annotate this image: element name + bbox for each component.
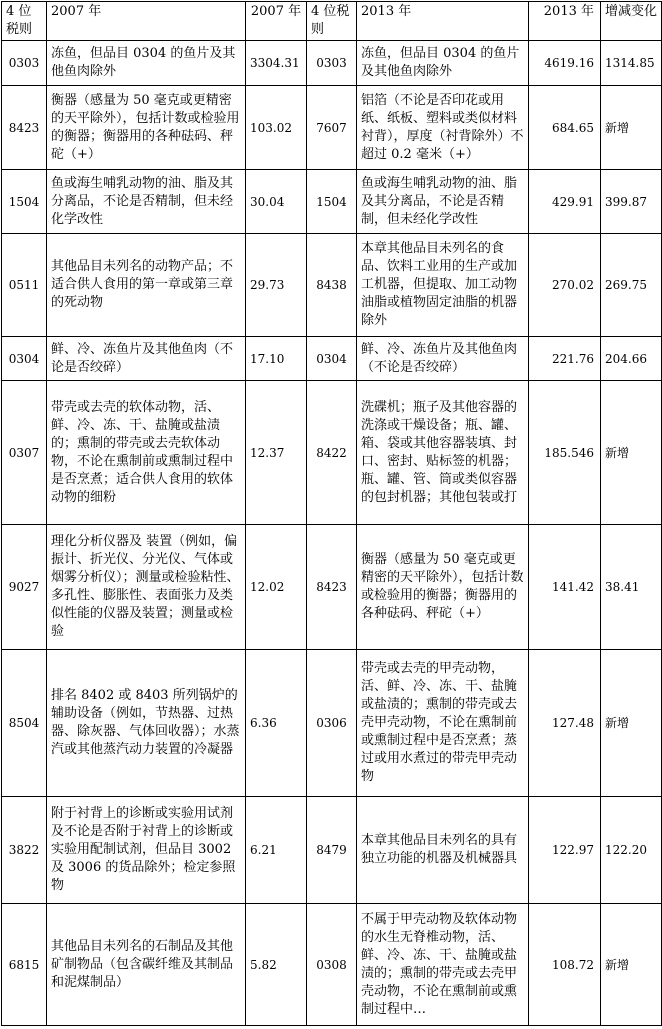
code-2007-cell: 0304 (2, 337, 47, 381)
change-cell: 399.87 (601, 170, 662, 234)
header-code-2013: 4 位税则 (307, 2, 357, 41)
change-cell: 38.41 (601, 525, 662, 650)
code-2013-cell: 0303 (307, 41, 357, 86)
desc-2007-cell: 鱼或海生哺乳动物的油、脂及其分离品，不论是否精制，但未经化学改性 (47, 170, 246, 234)
header-row (2, 2, 662, 41)
change-cell: 新增 (601, 381, 662, 525)
value-2013-cell: 185.546 (529, 381, 601, 525)
code-2007-cell: 6815 (2, 904, 47, 1026)
value-2007-cell: 3304.31 (246, 41, 307, 86)
desc-2013-cell: 鲜、冷、冻鱼片及其他鱼肉（不论是否绞碎） (357, 337, 529, 381)
value-2013-cell: 122.97 (529, 797, 601, 904)
code-2007-cell: 0303 (2, 41, 47, 86)
trade-comparison-table (1, 1, 662, 1026)
header-desc-2013: 2013 年 (357, 2, 529, 41)
value-2013-cell: 221.76 (529, 337, 601, 381)
change-cell: 1314.85 (601, 41, 662, 86)
desc-2007-cell: 鲜、冷、冻鱼片及其他鱼肉（不论是否绞碎） (47, 337, 246, 381)
header-desc-2007: 2007 年 (47, 2, 246, 41)
code-2013-cell: 8479 (307, 797, 357, 904)
code-2007-cell: 9027 (2, 525, 47, 650)
value-2013-cell: 4619.16 (529, 41, 601, 86)
desc-2007-cell: 附于衬背上的诊断或实验用试剂及不论是否附于衬背上的诊断或实验用配制试剂，但品目 3002 及 3006 的货品除外；检定参照物 (47, 797, 246, 904)
desc-2013-cell: 鱼或海生哺乳动物的油、脂及其分离品，不论是否精制，但未经化学改性 (357, 170, 529, 234)
desc-2007-cell: 排名 8402 或 8403 所列锅炉的辅助设备（例如，节热器、过热器、除灰器、气体回收器）；水蒸汽或其他蒸汽动力装置的冷凝器 (47, 650, 246, 797)
change-cell: 新增 (601, 86, 662, 170)
table-row (2, 381, 662, 525)
desc-2013-cell: 本章其他品目未列名的食品、饮料工业用的生产或加工机器，但提取、加工动物油脂或植物固定油脂的机器除外 (357, 234, 529, 337)
change-cell: 204.66 (601, 337, 662, 381)
table-row (2, 170, 662, 234)
code-2007-cell: 8423 (2, 86, 47, 170)
code-2013-cell: 8422 (307, 381, 357, 525)
value-2007-cell: 12.37 (246, 381, 307, 525)
code-2013-cell: 0304 (307, 337, 357, 381)
header-value-2007: 2007 年 (246, 2, 307, 41)
desc-2007-cell: 其他品目未列名的动物产品；不适合供人食用的第一章或第三章的死动物 (47, 234, 246, 337)
desc-2013-cell: 洗碟机；瓶子及其他容器的洗涤或干燥设备；瓶、罐、箱、袋或其他容器装填、封口、密封、贴标签的机器；瓶、罐、管、筒或类似容器的包封机器；其他包装或打 (357, 381, 529, 525)
value-2007-cell: 12.02 (246, 525, 307, 650)
value-2007-cell: 5.82 (246, 904, 307, 1026)
desc-2007-cell: 带壳或去壳的软体动物，活、鲜、冷、冻、干、盐腌或盐渍的；熏制的带壳或去壳软体动物，不论在熏制前或熏制过程中是否烹煮；适合供人食用的软体动物的细粉 (47, 381, 246, 525)
table-row (2, 797, 662, 904)
header-value-2013: 2013 年 (529, 2, 601, 41)
value-2007-cell: 103.02 (246, 86, 307, 170)
header-code-2007: 4 位税则 (2, 2, 47, 41)
code-2007-cell: 1504 (2, 170, 47, 234)
code-2007-cell: 0511 (2, 234, 47, 337)
desc-2013-cell: 铝箔（不论是否印花或用纸、纸板、塑料或类似材料衬背），厚度（衬背除外）不超过 0.2 毫米（+） (357, 86, 529, 170)
value-2013-cell: 141.42 (529, 525, 601, 650)
value-2013-cell: 108.72 (529, 904, 601, 1026)
code-2007-cell: 3822 (2, 797, 47, 904)
desc-2013-cell: 衡器（感量为 50 毫克或更精密的天平除外），包括计数或检验用的衡器；衡器用的各种砝码、秤砣（+） (357, 525, 529, 650)
desc-2007-cell: 其他品目未列名的石制品及其他矿制物品（包含碳纤维及其制品和泥煤制品） (47, 904, 246, 1026)
value-2007-cell: 30.04 (246, 170, 307, 234)
desc-2013-cell: 带壳或去壳的甲壳动物，活、鲜、冷、冻、干、盐腌或盐渍的；熏制的带壳或去壳甲壳动物，不论在熏制前或熏制过程中是否烹煮；蒸过或用水煮过的带壳甲壳动物 (357, 650, 529, 797)
desc-2013-cell: 不属于甲壳动物及软体动物的水生无脊椎动物，活、鲜、冷、冻、干、盐腌或盐渍的；熏制的带壳或去壳甲壳动物，不论在熏制前或熏制过程中… (357, 904, 529, 1026)
code-2007-cell: 8504 (2, 650, 47, 797)
change-cell: 新增 (601, 650, 662, 797)
value-2007-cell: 6.36 (246, 650, 307, 797)
desc-2007-cell: 衡器（感量为 50 毫克或更精密的天平除外），包括计数或检验用的衡器；衡器用的各种砝码、秤砣（+） (47, 86, 246, 170)
desc-2013-cell: 本章其他品目未列名的具有独立功能的机器及机械器具 (357, 797, 529, 904)
change-cell: 269.75 (601, 234, 662, 337)
desc-2007-cell: 冻鱼，但品目 0304 的鱼片及其他鱼肉除外 (47, 41, 246, 86)
code-2007-cell: 0307 (2, 381, 47, 525)
table-row (2, 525, 662, 650)
value-2013-cell: 684.65 (529, 86, 601, 170)
code-2013-cell: 0308 (307, 904, 357, 1026)
header-change: 增减变化 (601, 2, 662, 41)
table-row (2, 234, 662, 337)
code-2013-cell: 0306 (307, 650, 357, 797)
value-2007-cell: 6.21 (246, 797, 307, 904)
code-2013-cell: 8423 (307, 525, 357, 650)
value-2007-cell: 17.10 (246, 337, 307, 381)
change-cell: 新增 (601, 904, 662, 1026)
value-2013-cell: 127.48 (529, 650, 601, 797)
value-2013-cell: 270.02 (529, 234, 601, 337)
table-row (2, 337, 662, 381)
change-cell: 122.20 (601, 797, 662, 904)
code-2013-cell: 1504 (307, 170, 357, 234)
desc-2013-cell: 冻鱼，但品目 0304 的鱼片及其他鱼肉除外 (357, 41, 529, 86)
table-row (2, 41, 662, 86)
value-2013-cell: 429.91 (529, 170, 601, 234)
table-row (2, 650, 662, 797)
code-2013-cell: 8438 (307, 234, 357, 337)
desc-2007-cell: 理化分析仪器及 装置（例如，偏振计、折光仪、分光仪、气体或烟雾分析仪）；测量或检验粘性、多孔性、膨胀性、表面张力及类似性能的仪器及装置；测量或检验 (47, 525, 246, 650)
value-2007-cell: 29.73 (246, 234, 307, 337)
table-row (2, 86, 662, 170)
table-row (2, 904, 662, 1026)
code-2013-cell: 7607 (307, 86, 357, 170)
